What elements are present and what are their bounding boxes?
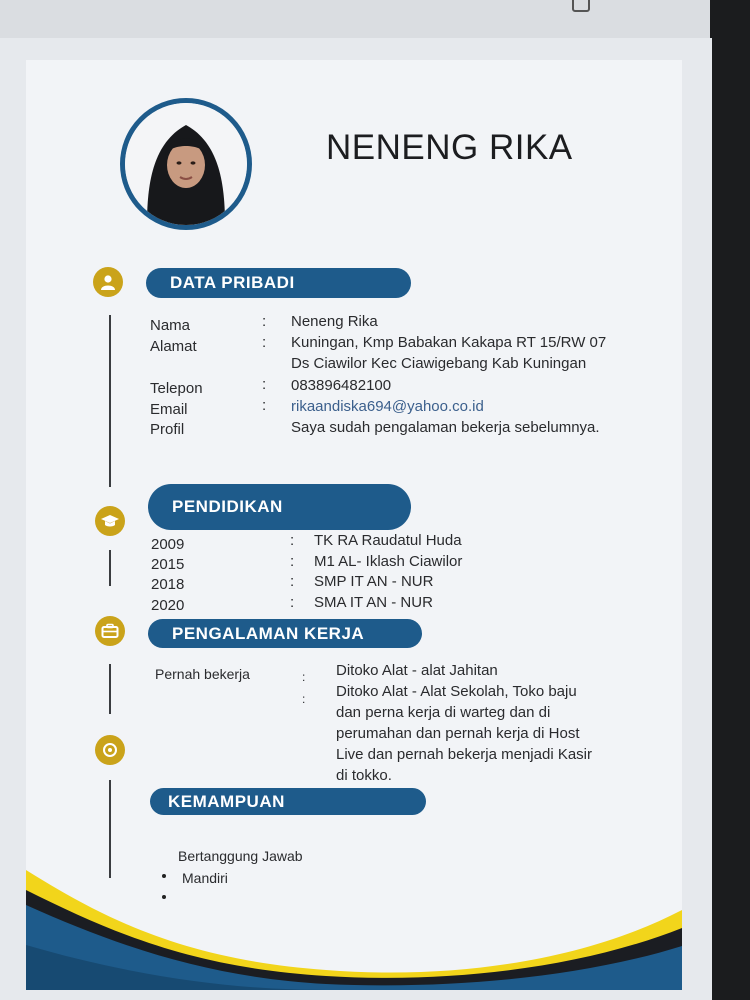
field-label-nama: Nama [150,317,191,334]
education-year: 2009 [151,536,185,553]
field-value-email[interactable]: rikaandiska694@yahoo.co.id [291,398,484,415]
experience-label: Pernah bekerja [155,666,250,682]
section-banner-experience: PENGALAMAN KERJA [148,619,422,648]
person-name: NENENG RIKA [326,128,573,167]
education-year: 2015 [151,556,185,573]
field-value-nama: Neneng Rika [291,313,378,330]
education-school: TK RA Raudatul Huda [314,532,462,549]
section-banner-personal: DATA PRIBADI [146,268,411,298]
field-value-profil: Saya sudah pengalaman bekerja sebelumnya. [291,419,600,436]
section-banner-skills: KEMAMPUAN [150,788,426,815]
footer-wave-decoration [26,850,682,990]
education-school: SMP IT AN - NUR [314,573,434,590]
colon: : [290,573,295,590]
field-value-telepon: 083896482100 [291,377,392,394]
field-label-email: Email [150,401,188,418]
field-label-alamat: Alamat [150,338,197,355]
experience-line: Ditoko Alat - alat Jahitan [336,662,498,679]
briefcase-icon [95,616,125,646]
experience-line: dan perna kerja di warteg dan di [336,704,551,721]
colon: : [302,670,306,684]
timeline-line [109,550,111,586]
education-school: M1 AL- Iklash Ciawilor [314,553,463,570]
field-label-telepon: Telepon [150,380,203,397]
user-icon [93,267,123,297]
timeline-line [109,315,111,487]
education-school: SMA IT AN - NUR [314,594,433,611]
colon: : [262,397,267,414]
colon: : [262,334,267,351]
graduation-cap-icon [95,506,125,536]
cv-page [26,60,682,990]
skill-item: Bertanggung Jawab [178,848,303,864]
device-edge [710,0,750,1000]
section-banner-education: PENDIDIKAN [148,484,411,530]
skill-item: Mandiri [182,870,228,886]
colon: : [302,692,306,706]
profile-photo [120,98,252,230]
colon: : [262,376,267,393]
experience-line: Live dan pernah bekerja menjadi Kasir [336,746,592,763]
experience-line: perumahan dan pernah kerja di Host [336,725,580,742]
experience-line: Ditoko Alat - Alat Sekolah, Toko baju [336,683,577,700]
field-value-alamat-line2: Ds Ciawilor Kec Ciawigebang Kab Kuningan [291,355,587,372]
colon: : [262,313,267,330]
colon: : [290,594,295,611]
target-icon [95,735,125,765]
education-year: 2018 [151,576,185,593]
field-label-profil: Profil [150,421,185,438]
timeline-line [109,664,111,714]
colon: : [290,532,295,549]
colon: : [290,553,295,570]
toolbar-icon[interactable] [572,0,590,12]
experience-line: di tokko. [336,767,392,784]
education-year: 2020 [151,597,185,614]
browser-toolbar [0,0,710,38]
field-value-alamat: Kuningan, Kmp Babakan Kakapa RT 15/RW 07 [291,334,607,351]
